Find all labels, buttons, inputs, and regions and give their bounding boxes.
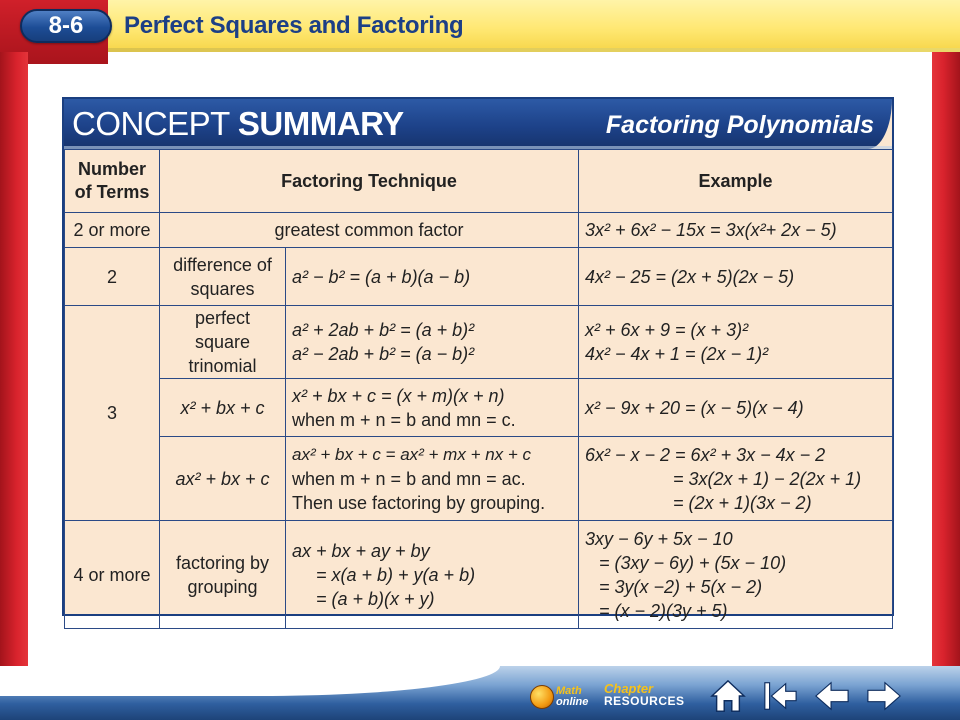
column-header-terms: Number of Terms <box>65 150 160 213</box>
left-frame-bar <box>0 52 28 700</box>
math-online-top: Math <box>556 685 582 697</box>
rule-cell <box>286 521 579 629</box>
first-slide-button[interactable] <box>760 677 800 715</box>
example-cell <box>579 521 893 629</box>
table-row <box>65 248 893 306</box>
rule-line: = x(a + b) + y(a + b) <box>316 564 476 585</box>
concept-summary-header <box>64 99 892 149</box>
technique-cell: greatest common factor <box>160 213 579 248</box>
math-online-button[interactable] <box>530 681 592 713</box>
concept-label: CONCEPT <box>72 105 238 142</box>
example-line: x² + 6x + 9 = (x + 3)² <box>585 320 749 340</box>
terms-cell: 2 or more <box>65 213 160 248</box>
technique-name-cell: factoring by grouping <box>160 521 286 629</box>
example-cell <box>579 437 893 521</box>
example-line: 4x² − 4x + 1 = (2x − 1)² <box>585 344 769 364</box>
next-arrow-icon <box>865 678 903 714</box>
lesson-number-badge: 8-6 <box>20 9 112 43</box>
column-header-example: Example <box>579 150 893 213</box>
rule-cell <box>286 379 579 437</box>
home-icon <box>709 678 747 714</box>
example-line: = 3x(2x + 1) − 2(2x + 1) <box>673 468 862 489</box>
example-line: = (3xy − 6y) + (5x − 10) <box>599 552 787 573</box>
chapter-resources-button[interactable] <box>604 682 698 712</box>
lesson-title: Perfect Squares and Factoring <box>124 12 464 39</box>
rule-cell <box>286 437 579 521</box>
rule-line: ax² + bx + c = ax² + mx + nx + c <box>292 444 532 464</box>
first-slide-icon <box>761 678 799 714</box>
rule-line: x² + bx + c = (x + m)(x + n) <box>292 385 505 406</box>
table-row <box>65 437 893 521</box>
terms-cell: 2 <box>65 248 160 306</box>
table-row <box>65 213 893 248</box>
technique-name-cell: perfect square trinomial <box>160 306 286 379</box>
rule-line: Then use factoring by grouping. <box>292 492 546 513</box>
table-row <box>65 521 893 629</box>
previous-arrow-icon <box>813 678 851 714</box>
concept-summary-panel <box>62 97 894 621</box>
rule-line: a² + 2ab + b² = (a + b)² <box>292 320 475 340</box>
example-cell <box>579 379 893 437</box>
chapter-resources-bottom: RESOURCES <box>604 694 685 708</box>
table-row <box>65 306 893 379</box>
example-cell <box>579 306 893 379</box>
concept-summary-label <box>72 105 404 143</box>
example-line: x² − 9x + 20 = (x − 5)(x − 4) <box>585 397 804 418</box>
rule-cell <box>286 248 579 306</box>
rule-line: ax + bx + ay + by <box>292 540 430 561</box>
chapter-resources-top: Chapter <box>604 681 654 696</box>
rule-line: = (a + b)(x + y) <box>316 588 435 609</box>
example-cell <box>579 213 893 248</box>
example-line: 4x² − 25 = (2x + 5)(2x − 5) <box>585 266 795 287</box>
example-line: = (x − 2)(3y + 5) <box>599 600 728 621</box>
globe-icon <box>530 685 554 709</box>
rule-line: when m + n = b and mn = ac. <box>292 468 526 489</box>
technique-name-cell: difference of squares <box>160 248 286 306</box>
rule-line: a² − b² = (a + b)(a − b) <box>292 266 471 287</box>
example-line: 6x² − x − 2 = 6x² + 3x − 4x − 2 <box>585 444 826 465</box>
math-online-bottom: online <box>556 696 589 708</box>
terms-cell: 4 or more <box>65 521 160 629</box>
rule-line: a² − 2ab + b² = (a − b)² <box>292 344 475 364</box>
right-frame-bar <box>932 52 960 700</box>
next-button[interactable] <box>864 677 904 715</box>
rule-cell <box>286 306 579 379</box>
technique-name-cell: x² + bx + c <box>160 379 286 437</box>
table-row <box>65 379 893 437</box>
rule-line: when m + n = b and mn = c. <box>292 409 516 430</box>
terms-cell: 3 <box>65 306 160 521</box>
example-line: = 3y(x −2) + 5(x − 2) <box>599 576 763 597</box>
example-line: = (2x + 1)(3x − 2) <box>673 492 812 513</box>
table-header-row <box>65 150 893 213</box>
summary-topic: Factoring Polynomials <box>605 111 874 139</box>
example-line: 3xy − 6y + 5x − 10 <box>585 528 733 549</box>
example-line: 3x² + 6x² − 15x = 3x(x²+ 2x − 5) <box>585 220 837 240</box>
example-cell <box>579 248 893 306</box>
factoring-table <box>64 149 893 629</box>
math-online-label <box>556 686 588 708</box>
home-button[interactable] <box>708 677 748 715</box>
technique-name-cell: ax² + bx + c <box>160 437 286 521</box>
previous-button[interactable] <box>812 677 852 715</box>
summary-label: SUMMARY <box>237 105 404 142</box>
column-header-technique: Factoring Technique <box>160 150 579 213</box>
